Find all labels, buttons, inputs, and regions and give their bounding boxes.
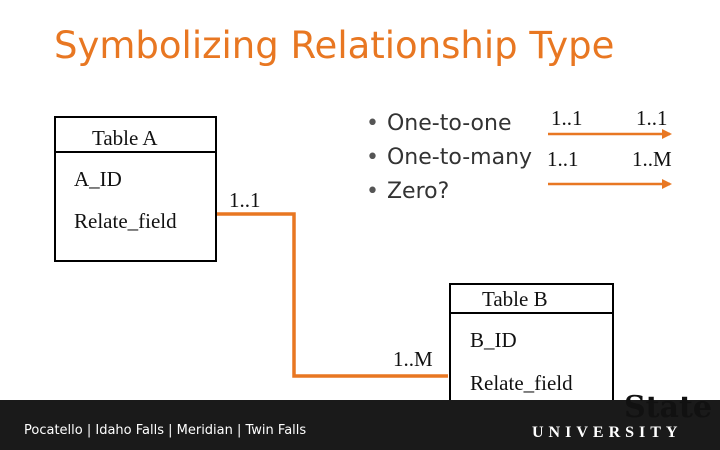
table-b-field-relate: Relate_field [470, 371, 573, 395]
one-to-one-left-label: 1..1 [551, 106, 583, 130]
one-to-one-right-label: 1..1 [636, 106, 668, 130]
table-a-field-id: A_ID [74, 167, 122, 191]
one-to-many-left-label: 1..1 [547, 147, 579, 171]
bullet-dot-icon: • [366, 111, 379, 136]
table-b-name: Table B [482, 287, 548, 311]
brand-logo-state: State [624, 390, 712, 425]
bullet-label: One-to-one [386, 111, 512, 136]
bullet-dot-icon: • [366, 179, 379, 204]
brand-logo-university: UNIVERSITY [532, 424, 683, 441]
bullet-label: One-to-many [386, 145, 533, 170]
table-b-field-id: B_ID [470, 328, 517, 352]
table-b-cardinality: 1..M [393, 347, 433, 371]
footer-campus-list: Pocatello | Idaho Falls | Meridian | Twin Falls [24, 423, 307, 438]
table-b-divider [451, 312, 612, 314]
table-a-divider [56, 151, 215, 153]
bullet-one-to-one [366, 107, 532, 141]
bullet-dot-icon: • [366, 145, 379, 170]
bullet-label: Zero? [386, 179, 450, 204]
relationship-type-list [366, 107, 532, 209]
bullet-zero [366, 175, 532, 209]
table-a-name: Table A [92, 126, 158, 150]
bullet-one-to-many [366, 141, 532, 175]
table-a-cardinality: 1..1 [229, 188, 261, 212]
slide-title: Symbolizing Relationship Type [54, 24, 615, 67]
table-a-field-relate: Relate_field [74, 209, 177, 233]
one-to-many-right-label: 1..M [632, 147, 672, 171]
